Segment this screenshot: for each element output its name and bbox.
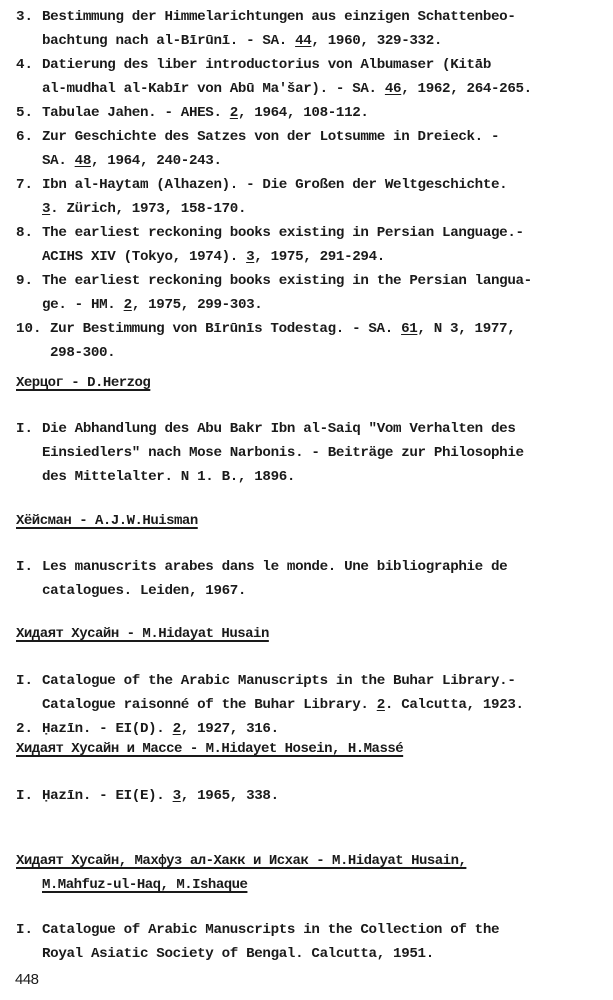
author-heading: M.Mahfuz-ul-Haq, M.Ishaque: [42, 877, 248, 893]
entry-text-line: Ḥazīn. - EI(E). 3, 1965, 338.: [42, 788, 279, 804]
entry-number: 4.: [16, 57, 34, 73]
entry-text-line: Die Abhandlung des Abu Bakr Ibn al-Saiq "Vom Verhalten des: [42, 421, 516, 437]
entry-text-line: Ibn al-Haytam (Alhazen). - Die Großen der Weltgeschichte.: [42, 177, 508, 193]
volume-number: 2: [172, 721, 181, 737]
entry-text-line: Bestimmung der Himmelarichtungen aus einzigen Schattenbeo-: [42, 9, 516, 25]
entry-text-line: Zur Geschichte des Satzes von der Lotsumme in Dreieck. -: [42, 129, 500, 145]
entry-text-line: The earliest reckoning books existing in the Persian langua-: [42, 273, 532, 289]
entry-number: I.: [16, 922, 34, 938]
entry-text-line: Catalogue of the Arabic Manuscripts in the Buhar Library.-: [42, 673, 516, 689]
entry-number: 3.: [16, 9, 34, 25]
entry-text-line: ACIHS XIV (Tokyo, 1974). 3, 1975, 291-294.: [42, 249, 385, 265]
volume-number: 2: [376, 697, 385, 713]
entry-text-line: SA. 48, 1964, 240-243.: [42, 153, 222, 169]
volume-number: 3: [246, 249, 255, 265]
entry-number: I.: [16, 673, 34, 689]
author-heading: Хидаят Хусайн - M.Hidayat Husain: [16, 626, 269, 642]
volume-number: 3: [42, 201, 51, 217]
volume-number: 44: [295, 33, 312, 49]
entry-text-line: catalogues. Leiden, 1967.: [42, 583, 247, 599]
entry-text-line: Catalogue raisonné of the Buhar Library. 2. Calcutta, 1923.: [42, 697, 524, 713]
author-heading: Хёйсман - A.J.W.Huisman: [16, 513, 198, 529]
entry-text-line: Zur Bestimmung von Bīrūnīs Todestag. - SA. 61, N 3, 1977,: [50, 321, 516, 337]
author-heading: Хидаят Хусайн и Массе - M.Hidayet Hosein, H.Massé: [16, 741, 404, 757]
entry-number: 2.: [16, 721, 34, 737]
volume-number: 2: [229, 105, 238, 121]
entry-number: 10.: [16, 321, 42, 337]
author-heading: Херцог - D.Herzog: [16, 375, 151, 391]
page-number: 448: [15, 971, 39, 988]
entry-number: I.: [16, 788, 34, 804]
entry-number: 8.: [16, 225, 34, 241]
entry-number: I.: [16, 559, 34, 575]
entry-number: 5.: [16, 105, 34, 121]
author-heading: Хидаят Хусайн, Махфуз ал-Хакк и Исхак - M.Hidayat Husain,: [16, 853, 467, 869]
volume-number: 2: [123, 297, 132, 313]
volume-number: 3: [172, 788, 181, 804]
entry-text-line: al-mudhal al-Kabīr von Abū Ma'šar). - SA. 46, 1962, 264-265.: [42, 81, 532, 97]
entry-number: 6.: [16, 129, 34, 145]
volume-number: 46: [384, 81, 402, 97]
volume-number: 61: [401, 321, 418, 337]
entry-text-line: Ḥazīn. - EI(D). 2, 1927, 316.: [42, 721, 279, 737]
entry-text-line: Royal Asiatic Society of Bengal. Calcutta, 1951.: [42, 946, 434, 962]
entry-text-line: Datierung des liber introductorius von Albumaser (Kitāb: [42, 57, 492, 73]
entry-text-line: The earliest reckoning books existing in Persian Language.-: [42, 225, 524, 241]
entry-text-line: Einsiedlers" nach Mose Narbonis. - Beiträge zur Philosophie: [42, 445, 524, 461]
entry-number: 7.: [16, 177, 34, 193]
entry-text-line: 3. Zürich, 1973, 158-170.: [42, 201, 247, 217]
entry-number: 9.: [16, 273, 34, 289]
entry-text-line: bachtung nach al-Bīrūnī. - SA. 44, 1960, 329-332.: [42, 33, 443, 49]
volume-number: 48: [74, 153, 91, 169]
entry-text-line: 298-300.: [50, 345, 116, 361]
entry-text-line: Tabulae Jahen. - AHES. 2, 1964, 108-112.: [42, 105, 369, 121]
entry-text-line: Catalogue of Arabic Manuscripts in the Collection of the: [42, 922, 500, 938]
entry-text-line: ge. - HM. 2, 1975, 299-303.: [42, 297, 263, 313]
entry-text-line: des Mittelalter. N 1. B., 1896.: [42, 469, 296, 485]
entry-text-line: Les manuscrits arabes dans le monde. Une bibliographie de: [42, 559, 508, 575]
entry-number: I.: [16, 421, 34, 437]
